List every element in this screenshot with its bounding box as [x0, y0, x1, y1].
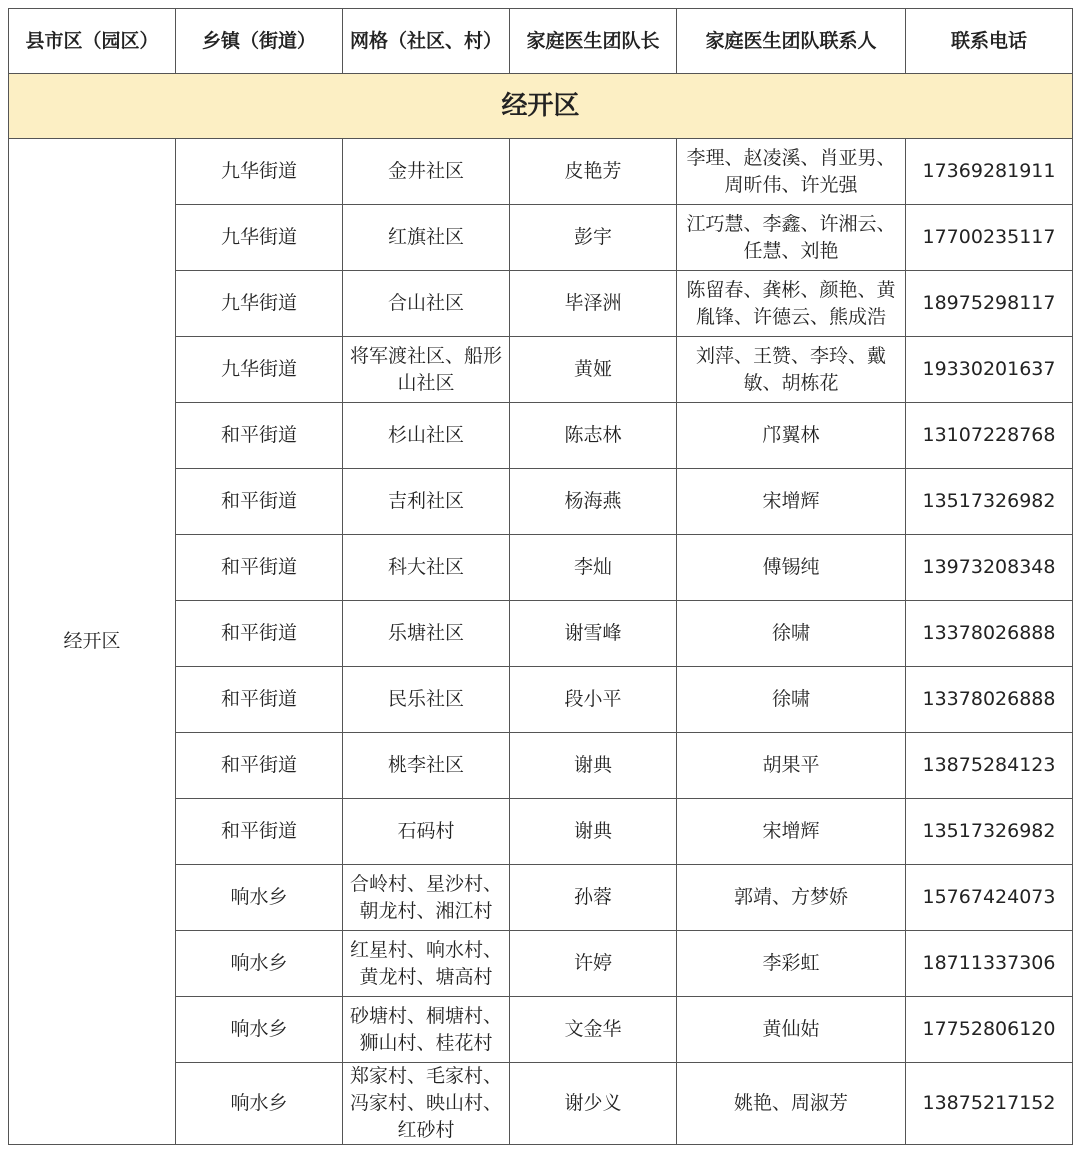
- contact-table: [8, 8, 1073, 1145]
- town-cell: 和平街道: [176, 799, 343, 865]
- grid-cell: 红星村、响水村、黄龙村、塘高村: [343, 931, 510, 997]
- phone-cell: 13107228768: [906, 403, 1073, 469]
- grid-cell: 科大社区: [343, 535, 510, 601]
- phone-cell: 17700235117: [906, 205, 1073, 271]
- leader-cell: 黄娅: [510, 337, 677, 403]
- header-grid: 网格（社区、村）: [343, 9, 510, 74]
- header-phone: 联系电话: [906, 9, 1073, 74]
- contacts-cell: 李彩虹: [677, 931, 906, 997]
- leader-cell: 谢典: [510, 799, 677, 865]
- leader-cell: 彭宇: [510, 205, 677, 271]
- leader-cell: 陈志林: [510, 403, 677, 469]
- contacts-cell: 李理、赵凌溪、肖亚男、周昕伟、许光强: [677, 139, 906, 205]
- leader-cell: 皮艳芳: [510, 139, 677, 205]
- leader-cell: 谢雪峰: [510, 601, 677, 667]
- grid-cell: 乐塘社区: [343, 601, 510, 667]
- town-cell: 和平街道: [176, 469, 343, 535]
- table-row: [9, 139, 1073, 205]
- contacts-cell: 宋增辉: [677, 469, 906, 535]
- town-cell: 响水乡: [176, 931, 343, 997]
- leader-cell: 文金华: [510, 997, 677, 1063]
- section-row: [9, 74, 1073, 139]
- town-cell: 和平街道: [176, 601, 343, 667]
- phone-cell: 13517326982: [906, 799, 1073, 865]
- town-cell: 九华街道: [176, 205, 343, 271]
- town-cell: 九华街道: [176, 337, 343, 403]
- grid-cell: 合岭村、星沙村、朝龙村、湘江村: [343, 865, 510, 931]
- grid-cell: 民乐社区: [343, 667, 510, 733]
- grid-cell: 合山社区: [343, 271, 510, 337]
- leader-cell: 许婷: [510, 931, 677, 997]
- grid-cell: 桃李社区: [343, 733, 510, 799]
- town-cell: 和平街道: [176, 403, 343, 469]
- header-contacts: 家庭医生团队联系人: [677, 9, 906, 74]
- header-leader: 家庭医生团队长: [510, 9, 677, 74]
- header-town: 乡镇（街道）: [176, 9, 343, 74]
- leader-cell: 杨海燕: [510, 469, 677, 535]
- phone-cell: 13875284123: [906, 733, 1073, 799]
- contacts-cell: 姚艳、周淑芳: [677, 1063, 906, 1145]
- phone-cell: 17369281911: [906, 139, 1073, 205]
- town-cell: 九华街道: [176, 271, 343, 337]
- town-cell: 九华街道: [176, 139, 343, 205]
- town-cell: 响水乡: [176, 997, 343, 1063]
- town-cell: 响水乡: [176, 865, 343, 931]
- phone-cell: 17752806120: [906, 997, 1073, 1063]
- phone-cell: 18975298117: [906, 271, 1073, 337]
- grid-cell: 石码村: [343, 799, 510, 865]
- contacts-cell: 宋增辉: [677, 799, 906, 865]
- contacts-cell: 陈留春、龚彬、颜艳、黄胤锋、许德云、熊成浩: [677, 271, 906, 337]
- town-cell: 和平街道: [176, 733, 343, 799]
- phone-cell: 15767424073: [906, 865, 1073, 931]
- leader-cell: 谢典: [510, 733, 677, 799]
- grid-cell: 杉山社区: [343, 403, 510, 469]
- section-title: 经开区: [9, 74, 1073, 139]
- grid-cell: 金井社区: [343, 139, 510, 205]
- phone-cell: 13875217152: [906, 1063, 1073, 1145]
- leader-cell: 段小平: [510, 667, 677, 733]
- contacts-cell: 胡果平: [677, 733, 906, 799]
- town-cell: 响水乡: [176, 1063, 343, 1145]
- town-cell: 和平街道: [176, 535, 343, 601]
- town-cell: 和平街道: [176, 667, 343, 733]
- grid-cell: 砂塘村、桐塘村、狮山村、桂花村: [343, 997, 510, 1063]
- district-cell: 经开区: [9, 139, 176, 1145]
- contacts-cell: 傅锡纯: [677, 535, 906, 601]
- contacts-cell: 邝翼林: [677, 403, 906, 469]
- phone-cell: 13378026888: [906, 667, 1073, 733]
- contacts-cell: 刘萍、王赞、李玲、戴敏、胡栋花: [677, 337, 906, 403]
- header-row: [9, 9, 1073, 74]
- phone-cell: 19330201637: [906, 337, 1073, 403]
- contacts-cell: 郭靖、方梦娇: [677, 865, 906, 931]
- leader-cell: 毕泽洲: [510, 271, 677, 337]
- contacts-cell: 江巧慧、李鑫、许湘云、任慧、刘艳: [677, 205, 906, 271]
- leader-cell: 孙蓉: [510, 865, 677, 931]
- header-district: 县市区（园区）: [9, 9, 176, 74]
- contacts-cell: 徐啸: [677, 601, 906, 667]
- phone-cell: 13378026888: [906, 601, 1073, 667]
- phone-cell: 18711337306: [906, 931, 1073, 997]
- leader-cell: 谢少义: [510, 1063, 677, 1145]
- grid-cell: 郑家村、毛家村、冯家村、映山村、红砂村: [343, 1063, 510, 1145]
- grid-cell: 将军渡社区、船形山社区: [343, 337, 510, 403]
- contacts-cell: 黄仙姑: [677, 997, 906, 1063]
- leader-cell: 李灿: [510, 535, 677, 601]
- contacts-cell: 徐啸: [677, 667, 906, 733]
- grid-cell: 吉利社区: [343, 469, 510, 535]
- grid-cell: 红旗社区: [343, 205, 510, 271]
- phone-cell: 13973208348: [906, 535, 1073, 601]
- phone-cell: 13517326982: [906, 469, 1073, 535]
